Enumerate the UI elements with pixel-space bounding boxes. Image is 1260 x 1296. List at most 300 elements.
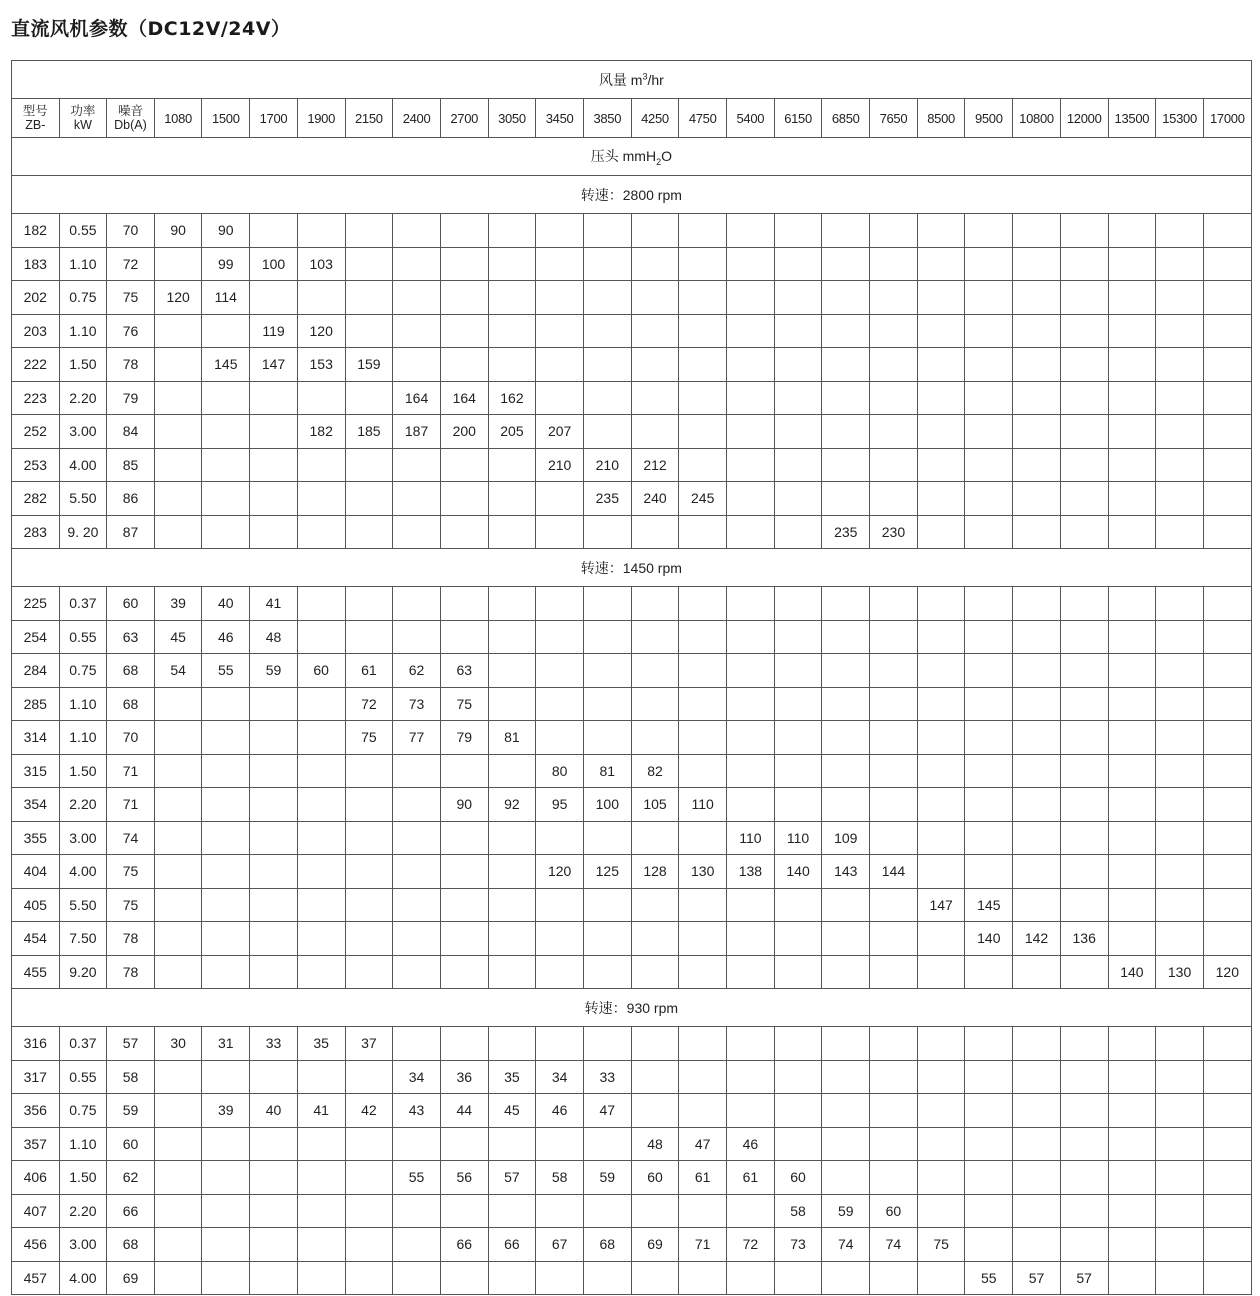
pressure-cell (1013, 955, 1061, 989)
pressure-cell (870, 654, 918, 688)
pressure-cell (727, 482, 775, 516)
pressure-cell (631, 721, 679, 755)
pressure-cell (1156, 1027, 1204, 1061)
pressure-cell (822, 281, 870, 315)
pressure-cell: 41 (297, 1094, 345, 1128)
pressure-cell (1108, 281, 1156, 315)
pressure-cell (440, 1194, 488, 1228)
pressure-cell: 130 (679, 855, 727, 889)
pressure-cell (154, 721, 202, 755)
pressure-cell (297, 687, 345, 721)
pressure-cell: 73 (393, 687, 441, 721)
pressure-cell (583, 214, 631, 248)
pressure-cell: 60 (631, 1161, 679, 1195)
pressure-cell (393, 587, 441, 621)
flow-column-header: 8500 (917, 99, 965, 138)
table-row (12, 955, 1252, 989)
pressure-cell (202, 1127, 250, 1161)
noise-cell: 62 (107, 1161, 155, 1195)
pressure-cell: 80 (536, 754, 584, 788)
pressure-cell (1060, 1228, 1108, 1262)
noise-cell: 72 (107, 247, 155, 281)
power-cell: 3.00 (59, 415, 107, 449)
pressure-cell (1156, 515, 1204, 549)
model-cell: 225 (12, 587, 60, 621)
pressure-cell (488, 314, 536, 348)
pressure-cell (536, 654, 584, 688)
pressure-cell (1156, 448, 1204, 482)
pressure-cell (870, 587, 918, 621)
pressure-cell (679, 587, 727, 621)
pressure-cell (822, 1161, 870, 1195)
pressure-cell: 145 (202, 348, 250, 382)
pressure-cell (202, 855, 250, 889)
noise-cell: 63 (107, 620, 155, 654)
pressure-cell (1060, 687, 1108, 721)
pressure-cell (774, 721, 822, 755)
table-row (12, 788, 1252, 822)
power-cell: 0.37 (59, 587, 107, 621)
pressure-cell (440, 1127, 488, 1161)
pressure-cell (583, 821, 631, 855)
pressure-cell (154, 482, 202, 516)
pressure-cell (1060, 587, 1108, 621)
pressure-cell (1156, 888, 1204, 922)
pressure-cell (345, 381, 393, 415)
pressure-cell (393, 1194, 441, 1228)
pressure-cell (154, 888, 202, 922)
pressure-cell (822, 1060, 870, 1094)
pressure-cell (250, 1161, 298, 1195)
pressure-cell (1013, 1127, 1061, 1161)
pressure-cell (679, 922, 727, 956)
pressure-cell (870, 1027, 918, 1061)
pressure-cell (1060, 381, 1108, 415)
pressure-cell (965, 687, 1013, 721)
flow-column-header: 2400 (393, 99, 441, 138)
pressure-cell (583, 1194, 631, 1228)
pressure-cell (440, 314, 488, 348)
pressure-cell (297, 821, 345, 855)
pressure-cell (536, 587, 584, 621)
pressure-cell (727, 281, 775, 315)
pressure-cell: 114 (202, 281, 250, 315)
pressure-cell: 147 (250, 348, 298, 382)
pressure-cell: 42 (345, 1094, 393, 1128)
flow-header (12, 61, 1252, 99)
noise-cell: 86 (107, 482, 155, 516)
power-cell: 2.20 (59, 788, 107, 822)
pressure-cell (1060, 855, 1108, 889)
pressure-sub: 2 (656, 156, 662, 167)
pressure-cell: 71 (679, 1228, 727, 1262)
pressure-cell (536, 247, 584, 281)
power-cell: 5.50 (59, 482, 107, 516)
pressure-cell: 110 (679, 788, 727, 822)
power-cell: 0.55 (59, 620, 107, 654)
pressure-cell (1013, 214, 1061, 248)
pressure-cell: 46 (536, 1094, 584, 1128)
pressure-cell (679, 448, 727, 482)
power-cell: 0.75 (59, 281, 107, 315)
pressure-cell: 37 (345, 1027, 393, 1061)
pressure-cell: 119 (250, 314, 298, 348)
pressure-cell (727, 654, 775, 688)
pressure-cell (1013, 1060, 1061, 1094)
pressure-cell (154, 687, 202, 721)
pressure-cell (250, 922, 298, 956)
pressure-cell (727, 620, 775, 654)
pressure-cell (965, 1161, 1013, 1195)
pressure-cell (1060, 721, 1108, 755)
pressure-cell (727, 247, 775, 281)
pressure-cell (1108, 482, 1156, 516)
pressure-cell (822, 381, 870, 415)
pressure-cell (1203, 620, 1251, 654)
pressure-cell (822, 620, 870, 654)
pressure-cell (822, 754, 870, 788)
pressure-cell (774, 1027, 822, 1061)
model-cell: 316 (12, 1027, 60, 1061)
pressure-cell (297, 754, 345, 788)
pressure-cell (488, 620, 536, 654)
pressure-cell (870, 381, 918, 415)
pressure-cell: 41 (250, 587, 298, 621)
pressure-cell: 69 (631, 1228, 679, 1262)
model-cell: 285 (12, 687, 60, 721)
table-row (12, 214, 1252, 248)
power-cell: 2.20 (59, 381, 107, 415)
pressure-cell (488, 448, 536, 482)
pressure-cell (1013, 687, 1061, 721)
pressure-cell: 43 (393, 1094, 441, 1128)
pressure-cell: 200 (440, 415, 488, 449)
pressure-cell (440, 515, 488, 549)
pressure-cell (154, 821, 202, 855)
pressure-cell (965, 1127, 1013, 1161)
pressure-cell (1203, 1261, 1251, 1295)
pressure-cell (297, 381, 345, 415)
pressure-cell (154, 515, 202, 549)
pressure-cell (965, 448, 1013, 482)
pressure-cell (345, 314, 393, 348)
pressure-cell: 66 (440, 1228, 488, 1262)
pressure-cell (488, 482, 536, 516)
pressure-cell: 140 (1108, 955, 1156, 989)
power-cell: 1.10 (59, 721, 107, 755)
pressure-cell (1108, 1127, 1156, 1161)
flow-column-header: 1080 (154, 99, 202, 138)
pressure-cell (1108, 314, 1156, 348)
pressure-cell (917, 1261, 965, 1295)
pressure-cell (1108, 415, 1156, 449)
pressure-cell (1060, 247, 1108, 281)
pressure-cell (583, 587, 631, 621)
pressure-cell (917, 281, 965, 315)
pressure-cell (536, 821, 584, 855)
pressure-cell (727, 922, 775, 956)
pressure-cell (870, 348, 918, 382)
pressure-cell (154, 448, 202, 482)
pressure-cell: 95 (536, 788, 584, 822)
model-cell: 223 (12, 381, 60, 415)
pressure-cell (1156, 1060, 1204, 1094)
pressure-cell (393, 482, 441, 516)
model-cell: 406 (12, 1161, 60, 1195)
pressure-cell (1108, 1094, 1156, 1128)
pressure-cell (583, 247, 631, 281)
pressure-cell (1060, 1027, 1108, 1061)
pressure-cell (727, 788, 775, 822)
noise-cell: 78 (107, 922, 155, 956)
pressure-cell (345, 1060, 393, 1094)
model-cell: 182 (12, 214, 60, 248)
pressure-cell (917, 1127, 965, 1161)
pressure-cell (1108, 1228, 1156, 1262)
pressure-cell (393, 754, 441, 788)
pressure-cell: 230 (870, 515, 918, 549)
pressure-cell (345, 620, 393, 654)
pressure-cell (679, 1094, 727, 1128)
flow-column-header: 17000 (1203, 99, 1251, 138)
pressure-cell (822, 587, 870, 621)
pressure-cell: 235 (583, 482, 631, 516)
pressure-cell: 81 (488, 721, 536, 755)
pressure-cell (1108, 888, 1156, 922)
flow-column-header: 15300 (1156, 99, 1204, 138)
pressure-cell (1203, 247, 1251, 281)
pressure-cell (250, 1194, 298, 1228)
power-cell: 1.10 (59, 247, 107, 281)
pressure-cell: 44 (440, 1094, 488, 1128)
power-cell: 1.10 (59, 314, 107, 348)
pressure-cell (440, 922, 488, 956)
pressure-cell: 75 (345, 721, 393, 755)
pressure-cell (965, 620, 1013, 654)
flow-column-header: 2700 (440, 99, 488, 138)
pressure-cell (1060, 1060, 1108, 1094)
pressure-cell: 245 (679, 482, 727, 516)
model-cell: 183 (12, 247, 60, 281)
table-row (12, 754, 1252, 788)
table-row (12, 1127, 1252, 1161)
pressure-cell (440, 281, 488, 315)
pressure-cell (440, 888, 488, 922)
pressure-cell (822, 922, 870, 956)
pressure-cell (727, 1261, 775, 1295)
pressure-cell (393, 955, 441, 989)
pressure-cell (345, 922, 393, 956)
power-cell: 2.20 (59, 1194, 107, 1228)
pressure-cell: 57 (488, 1161, 536, 1195)
pressure-cell (536, 1261, 584, 1295)
pressure-cell (774, 482, 822, 516)
pressure-cell (297, 1261, 345, 1295)
pressure-cell (393, 620, 441, 654)
pressure-cell (631, 922, 679, 956)
pressure-cell (965, 1194, 1013, 1228)
pressure-cell (488, 821, 536, 855)
pressure-cell (727, 448, 775, 482)
pressure-cell (1013, 620, 1061, 654)
pressure-cell (583, 314, 631, 348)
speed-section-row (12, 549, 1252, 587)
noise-cell: 70 (107, 214, 155, 248)
pressure-cell (536, 620, 584, 654)
pressure-cell (154, 788, 202, 822)
pressure-cell: 110 (774, 821, 822, 855)
pressure-cell: 34 (536, 1060, 584, 1094)
table-row (12, 1094, 1252, 1128)
pressure-cell: 39 (154, 587, 202, 621)
model-cell: 457 (12, 1261, 60, 1295)
pressure-cell (297, 1161, 345, 1195)
pressure-cell (727, 687, 775, 721)
speed-label: 转速：930 rpm (12, 989, 1252, 1027)
pressure-cell (917, 348, 965, 382)
pressure-cell (393, 214, 441, 248)
pressure-cell (297, 788, 345, 822)
pressure-cell (154, 855, 202, 889)
pressure-cell (679, 687, 727, 721)
pressure-cell (440, 1261, 488, 1295)
pressure-cell (1013, 888, 1061, 922)
pressure-cell: 99 (202, 247, 250, 281)
pressure-cell (870, 1127, 918, 1161)
pressure-cell (1013, 381, 1061, 415)
pressure-cell (1203, 1161, 1251, 1195)
pressure-cell (202, 415, 250, 449)
model-cell: 454 (12, 922, 60, 956)
pressure-cell (1156, 754, 1204, 788)
pressure-cell: 57 (1013, 1261, 1061, 1295)
pressure-cell (822, 1127, 870, 1161)
noise-cell: 78 (107, 348, 155, 382)
pressure-cell (250, 281, 298, 315)
pressure-cell (870, 281, 918, 315)
pressure-cell (345, 855, 393, 889)
table-row (12, 1228, 1252, 1262)
pressure-cell (250, 1060, 298, 1094)
pressure-cell: 60 (297, 654, 345, 688)
pressure-cell (345, 754, 393, 788)
pressure-cell (202, 721, 250, 755)
pressure-cell: 45 (488, 1094, 536, 1128)
pressure-cell (1108, 247, 1156, 281)
pressure-cell (1060, 415, 1108, 449)
pressure-cell (774, 587, 822, 621)
pressure-cell (536, 214, 584, 248)
pressure-cell (822, 1027, 870, 1061)
pressure-cell (727, 348, 775, 382)
pressure-cell (917, 214, 965, 248)
pressure-cell: 147 (917, 888, 965, 922)
table-row (12, 1261, 1252, 1295)
pressure-cell (393, 515, 441, 549)
model-cell: 252 (12, 415, 60, 449)
noise-cell: 75 (107, 855, 155, 889)
pressure-cell (774, 1094, 822, 1128)
pressure-cell (345, 788, 393, 822)
pressure-cell (822, 247, 870, 281)
pressure-cell (297, 448, 345, 482)
pressure-cell (679, 247, 727, 281)
pressure-cell (727, 314, 775, 348)
model-cell: 202 (12, 281, 60, 315)
pressure-cell: 138 (727, 855, 775, 889)
pressure-cell (583, 620, 631, 654)
pressure-cell (1203, 1228, 1251, 1262)
pressure-cell (154, 415, 202, 449)
pressure-cell (965, 348, 1013, 382)
pressure-cell (393, 1127, 441, 1161)
pressure-cell (393, 247, 441, 281)
pressure-cell (870, 314, 918, 348)
pressure-cell (917, 1194, 965, 1228)
pressure-cell (1156, 922, 1204, 956)
pressure-cell (202, 1194, 250, 1228)
pressure-cell: 57 (1060, 1261, 1108, 1295)
pressure-cell (1108, 1060, 1156, 1094)
pressure-cell (870, 788, 918, 822)
pressure-cell: 34 (393, 1060, 441, 1094)
pressure-cell (536, 1027, 584, 1061)
pressure-cell (202, 1060, 250, 1094)
column-header-row (12, 99, 1252, 138)
pressure-cell (1108, 348, 1156, 382)
pressure-cell: 61 (679, 1161, 727, 1195)
pressure-cell (965, 381, 1013, 415)
pressure-cell (1156, 687, 1204, 721)
pressure-cell (631, 314, 679, 348)
model-cell: 222 (12, 348, 60, 382)
pressure-cell (965, 214, 1013, 248)
pressure-cell (297, 1127, 345, 1161)
flow-column-header: 1900 (297, 99, 345, 138)
pressure-cell (202, 482, 250, 516)
noise-cell: 66 (107, 1194, 155, 1228)
pressure-cell (1060, 620, 1108, 654)
pressure-cell (297, 955, 345, 989)
table-row (12, 448, 1252, 482)
noise-cell: 87 (107, 515, 155, 549)
pressure-cell: 120 (536, 855, 584, 889)
pressure-cell (536, 955, 584, 989)
pressure-cell: 128 (631, 855, 679, 889)
pressure-cell (250, 721, 298, 755)
pressure-cell (917, 1161, 965, 1195)
pressure-cell (583, 1261, 631, 1295)
pressure-cell (1203, 687, 1251, 721)
pressure-cell (250, 888, 298, 922)
pressure-cell: 143 (822, 855, 870, 889)
pressure-cell (679, 281, 727, 315)
pressure-cell (774, 281, 822, 315)
pressure-cell (583, 415, 631, 449)
pressure-cell (1108, 1161, 1156, 1195)
table-row (12, 281, 1252, 315)
pressure-cell (1156, 721, 1204, 755)
pressure-cell (393, 922, 441, 956)
pressure-cell: 72 (727, 1228, 775, 1262)
pressure-cell: 60 (774, 1161, 822, 1195)
pressure-cell (583, 955, 631, 989)
power-cell: 3.00 (59, 1228, 107, 1262)
pressure-cell (1108, 1261, 1156, 1295)
pressure-cell (250, 754, 298, 788)
pressure-cell: 205 (488, 415, 536, 449)
pressure-cell (965, 788, 1013, 822)
